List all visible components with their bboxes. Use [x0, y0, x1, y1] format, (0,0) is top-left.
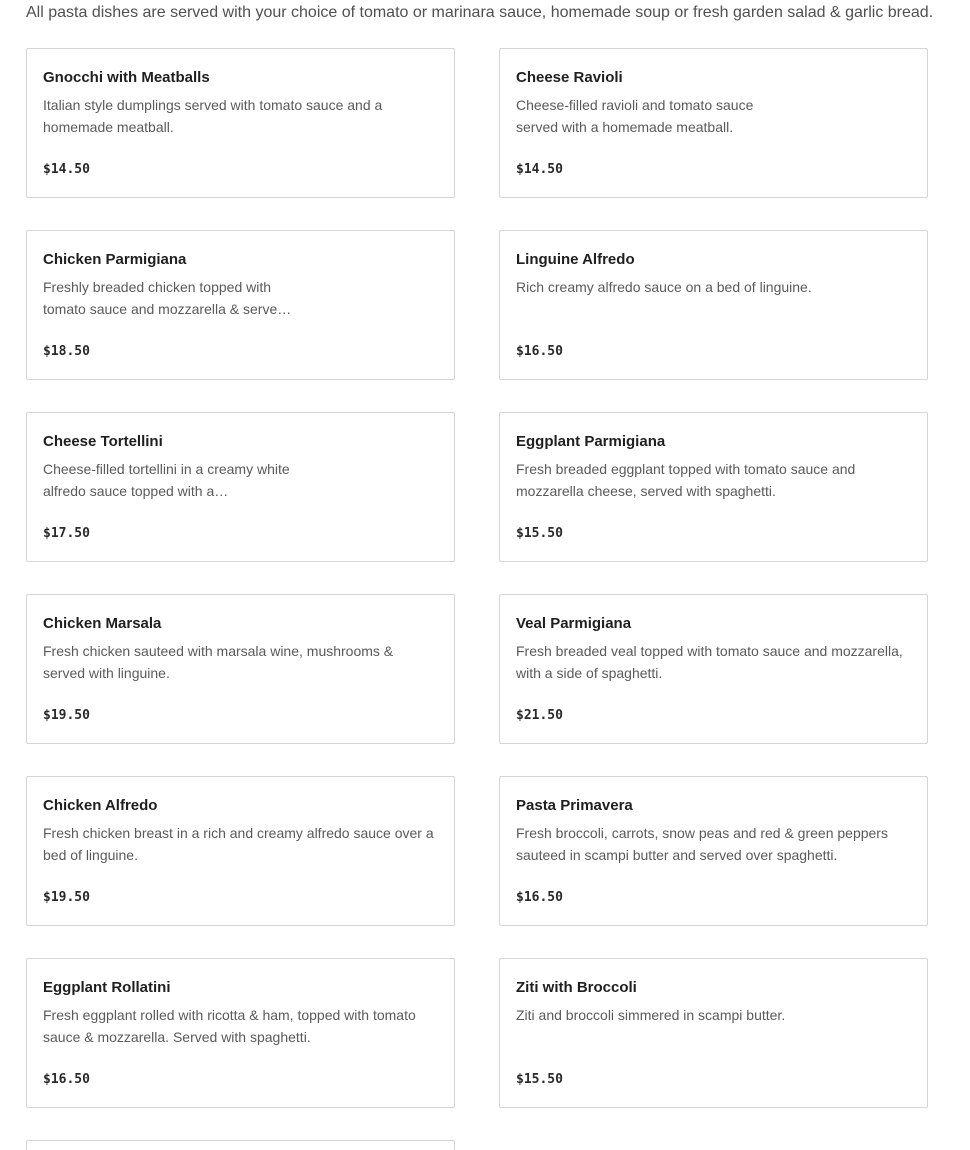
menu-item-description: Fresh eggplant rolled with ricotta & ham, topped with tomato sauce & mozzarella. Served with spaghetti.: [43, 1007, 416, 1045]
menu-item-card[interactable]: [499, 48, 928, 198]
menu-item-price: $19.50: [43, 708, 90, 723]
menu-item-description: Ziti and broccoli simmered in scampi butter.: [516, 1007, 786, 1023]
menu-item-description: Fresh breaded veal topped with tomato sauce and mozzarella, with a side of spaghetti.: [516, 643, 903, 681]
menu-item-name: Ziti with Broccoli: [516, 979, 637, 996]
menu-item-price: $14.50: [516, 162, 563, 177]
menu-item-description: Fresh chicken breast in a rich and creamy alfredo sauce over a bed of linguine.: [43, 825, 434, 863]
menu-item-price: $16.50: [516, 890, 563, 905]
menu-item-description: Fresh chicken sauteed with marsala wine, mushrooms & served with linguine.: [43, 643, 394, 681]
menu-item-description: Cheese-filled tortellini in a creamy white alfredo sauce topped with a…: [43, 461, 290, 499]
menu-item-card[interactable]: [26, 958, 455, 1108]
menu-item-card[interactable]: [26, 594, 455, 744]
menu-item-price: $21.50: [516, 708, 563, 723]
menu-item-name: Gnocchi with Meatballs: [43, 69, 210, 86]
menu-item-card[interactable]: [26, 230, 455, 380]
menu-item-card[interactable]: [499, 230, 928, 380]
menu-item-price: $16.50: [516, 344, 563, 359]
menu-item-name: Veal Parmigiana: [516, 615, 632, 632]
menu-item-name: Pasta Primavera: [516, 797, 633, 814]
menu-item-price: $19.50: [43, 890, 90, 905]
menu-item-name: Chicken Marsala: [43, 615, 162, 632]
menu-item-name: Chicken Alfredo: [43, 797, 158, 814]
menu-item-price: $15.50: [516, 1072, 563, 1087]
menu-item-name: Cheese Ravioli: [516, 69, 623, 86]
menu-item-name: Chicken Parmigiana: [43, 251, 187, 268]
menu-item-description: Fresh breaded eggplant topped with tomato sauce and mozzarella cheese, served with spaghetti.: [516, 461, 856, 499]
menu-item-price: $16.50: [43, 1072, 90, 1087]
menu-item-name: Eggplant Rollatini: [43, 979, 171, 996]
menu-item-card[interactable]: [499, 958, 928, 1108]
menu-item-name: Cheese Tortellini: [43, 433, 163, 450]
section-intro-text: All pasta dishes are served with your choice of tomato or marinara sauce, homemade soup or fresh garden salad & garlic bread.: [26, 4, 934, 21]
menu-item-price: $17.50: [43, 526, 90, 541]
menu-item-description: Rich creamy alfredo sauce on a bed of linguine.: [516, 279, 812, 295]
menu-item-description: Italian style dumplings served with tomato sauce and a homemade meatball.: [43, 97, 383, 135]
menu-item-description: Cheese-filled ravioli and tomato sauce served with a homemade meatball.: [516, 97, 754, 135]
menu-item-card[interactable]: [499, 594, 928, 744]
menu-item-price: $18.50: [43, 344, 90, 359]
menu-item-card-partial[interactable]: [26, 1140, 455, 1150]
menu-item-card[interactable]: [26, 412, 455, 562]
menu-item-card[interactable]: [499, 776, 928, 926]
menu-item-card[interactable]: [26, 48, 455, 198]
menu-item-price: $15.50: [516, 526, 563, 541]
menu-item-description: Freshly breaded chicken topped with tomato sauce and mozzarella & serve…: [43, 279, 292, 317]
menu-item-card[interactable]: [26, 776, 455, 926]
menu-item-name: Linguine Alfredo: [516, 251, 635, 268]
menu-item-name: Eggplant Parmigiana: [516, 433, 666, 450]
menu-item-grid: [26, 48, 928, 1150]
menu-item-description: Fresh broccoli, carrots, snow peas and red & green peppers sauteed in scampi butter and served over spaghetti.: [516, 825, 888, 863]
menu-item-card[interactable]: [499, 412, 928, 562]
menu-item-price: $14.50: [43, 162, 90, 177]
